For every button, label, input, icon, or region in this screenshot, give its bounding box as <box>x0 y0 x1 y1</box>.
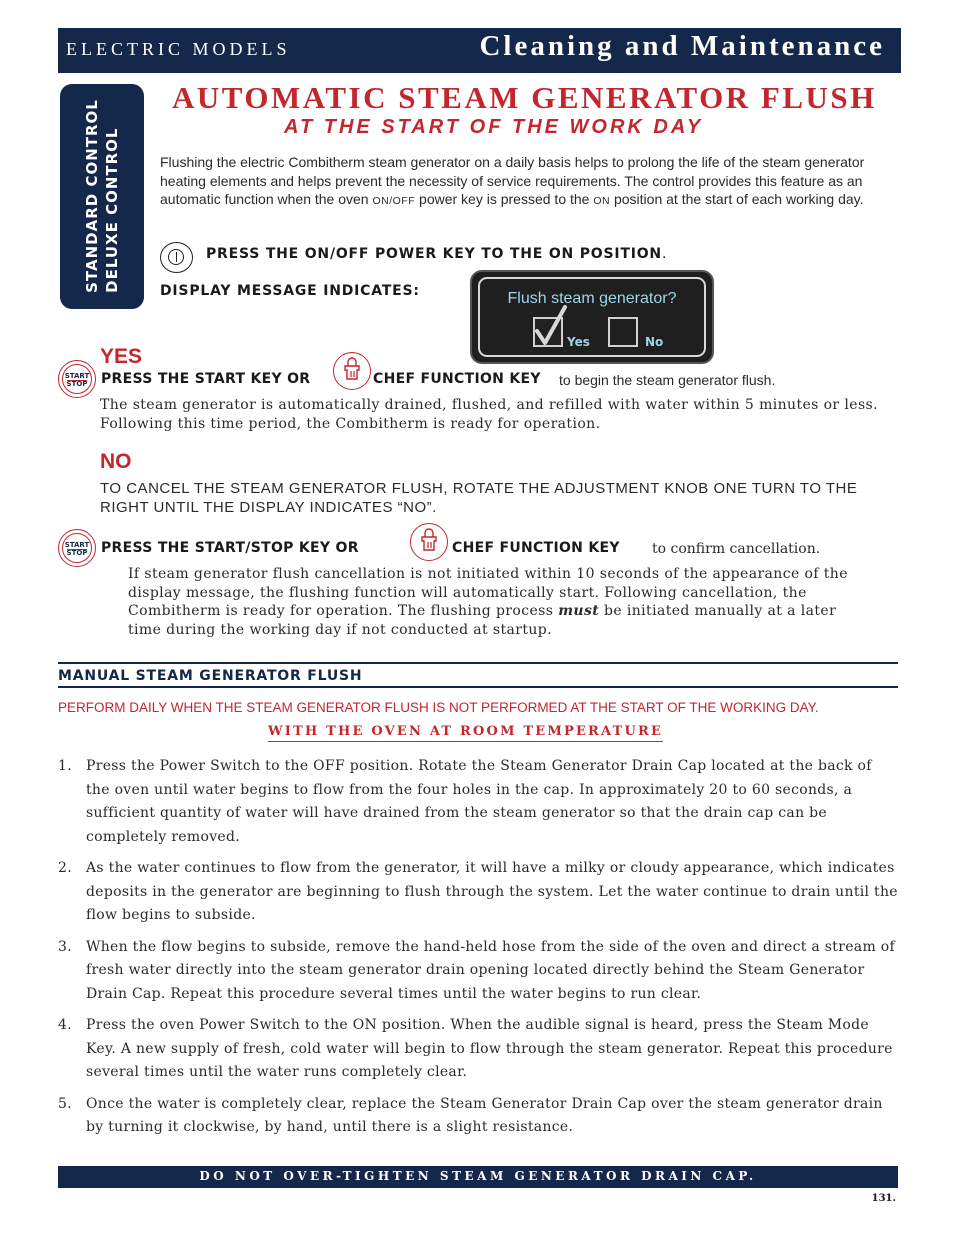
header-bar <box>58 28 901 73</box>
no-note-emphasis: must <box>558 603 600 619</box>
chef-function-key-icon <box>333 352 371 390</box>
list-item <box>58 1093 898 1140</box>
display-panel <box>470 270 714 364</box>
warning-text: DO NOT OVER-TIGHTEN STEAM GENERATOR DRAIN CAP. <box>199 1169 757 1183</box>
power-key-instruction-text: PRESS THE ON/OFF POWER KEY TO THE ON POSITION <box>206 246 662 262</box>
page-number: 131. <box>871 1193 896 1204</box>
yes-checkbox-icon <box>533 317 563 347</box>
yes-chef-function-text: CHEF FUNCTION KEY <box>373 371 541 387</box>
display-yes-label: Yes <box>567 335 590 349</box>
list-item <box>58 936 898 1007</box>
intro-text-1: Flushing the electric Combitherm steam generator on a daily basis helps to prolong the life of the steam generator heating elements and helps prevent the necessity of service requirements. The control provides this feature as an automatic function when the oven <box>160 154 865 207</box>
no-body: TO CANCEL THE STEAM GENERATOR FLUSH, ROTATE THE ADJUSTMENT KNOB ONE TURN TO THE RIGHT UNTIL THE DISPLAY INDICATES “NO”. <box>100 480 858 516</box>
no-heading: NO <box>100 450 132 473</box>
manual-steps-list <box>58 755 898 1148</box>
side-tab <box>60 84 144 309</box>
manual-bottom-rule <box>58 686 898 688</box>
no-note <box>128 565 874 639</box>
section-label: ELECTRIC MODELS <box>66 39 291 59</box>
display-no-label: No <box>645 335 664 349</box>
yes-press-start-text: PRESS THE START KEY OR <box>101 371 311 387</box>
no-note-text-1: If steam generator flush cancellation is not initiated within 10 seconds of the appearance of the display message, the flushing function will automatically start. Following cancellation, the Combitherm is ready for operation. The flushing process <box>128 566 848 619</box>
side-tab-line-standard: STANDARD CONTROL <box>83 99 101 293</box>
display-message: Flush steam generator? <box>507 290 677 307</box>
manual-perform-note: PERFORM DAILY WHEN THE STEAM GENERATOR FLUSH IS NOT PERFORMED AT THE START OF THE WORKING DAY. <box>58 700 819 715</box>
yes-heading: YES <box>100 345 143 368</box>
list-item <box>58 857 898 928</box>
display-message-label: DISPLAY MESSAGE INDICATES: <box>160 283 420 299</box>
step-text: Once the water is completely clear, replace the Steam Generator Drain Cap over the steam generator drain by turning it clockwise, by hand, until there is a slight resistance. <box>86 1095 883 1135</box>
no-press-rest: to confirm cancellation. <box>652 541 821 557</box>
power-key-instruction <box>206 246 667 262</box>
start-stop-key-icon <box>58 360 96 398</box>
power-key-icon <box>160 242 193 273</box>
manual-top-rule <box>58 662 898 664</box>
yes-body: The steam generator is automatically drained, flushed, and refilled with water within 5 minutes or less. Following this time period, the Combitherm is ready for operation. <box>100 397 878 432</box>
step-text: As the water continues to flow from the generator, it will have a milky or cloudy appearance, which indicates deposits in the generator are beginning to flush through the system. Let the water continue to drain until the flow begins to subside. <box>86 860 898 923</box>
warning-bar <box>58 1166 898 1188</box>
step-text: Press the oven Power Switch to the ON position. When the audible signal is heard, press the Steam Mode Key. A new supply of fresh, cold water will begin to flow through the steam generator. Repeat this procedure several times until the water runs completely clear. <box>86 1017 893 1080</box>
intro-onoff: ON/OFF <box>372 195 416 207</box>
start-stop-key-bottom-label: STOP <box>66 549 88 557</box>
section-heading: AUTOMATIC STEAM GENERATOR FLUSH <box>172 80 877 115</box>
step-text: When the flow begins to subside, remove the hand-held hose from the side of the oven and direct a stream of fresh water directly into the steam generator drain opening located directly behind the Steam Generator Drain Cap. Repeat this procedure several times until the water begins to run clear. <box>86 938 895 1002</box>
step-number: 1. <box>58 758 72 774</box>
display-screen <box>478 277 706 357</box>
side-tab-label <box>82 99 122 293</box>
power-key-instruction-period: . <box>661 246 668 262</box>
no-chef-function-text: CHEF FUNCTION KEY <box>452 540 620 556</box>
chef-function-key-icon-2 <box>410 523 448 561</box>
intro-text-3: position at the start of each working day. <box>610 191 864 207</box>
step-number: 5. <box>58 1095 72 1112</box>
list-item <box>58 755 898 849</box>
no-note-text-2: be initiated manually at a later time during the working day if not conducted at startup. <box>128 603 837 638</box>
list-item <box>58 1014 898 1085</box>
step-number: 3. <box>58 938 72 955</box>
step-number: 2. <box>58 860 72 876</box>
no-checkbox-icon <box>608 317 638 347</box>
yes-press-rest: to begin the steam generator flush. <box>559 372 776 388</box>
start-stop-key-top-label: START <box>64 541 90 549</box>
start-key-top-label: START <box>64 372 90 380</box>
page-title: Cleaning and Maintenance <box>479 30 885 62</box>
manual-condition: WITH THE OVEN AT ROOM TEMPERATURE <box>268 724 663 742</box>
manual-heading: MANUAL STEAM GENERATOR FLUSH <box>58 668 363 684</box>
start-key-bottom-label: STOP <box>66 380 88 388</box>
section-subheading: AT THE START OF THE WORK DAY <box>284 116 704 138</box>
no-press-start-stop-text: PRESS THE START/STOP KEY OR <box>101 540 359 556</box>
step-text: Press the Power Switch to the OFF position. Rotate the Steam Generator Drain Cap located at the back of the oven until water begins to flow from the four holes in the cap. In approximately 20 to 60 seconds, a sufficient quantity of water will have drained from the steam generator so that the drain cap can be completely removed. <box>86 758 872 845</box>
intro-text-2: power key is pressed to the <box>415 191 594 207</box>
intro-paragraph <box>160 153 888 211</box>
start-stop-key-icon-2 <box>58 529 96 567</box>
intro-on: ON <box>593 195 611 207</box>
step-number: 4. <box>58 1017 72 1033</box>
side-tab-line-deluxe: DELUXE CONTROL <box>103 127 121 293</box>
